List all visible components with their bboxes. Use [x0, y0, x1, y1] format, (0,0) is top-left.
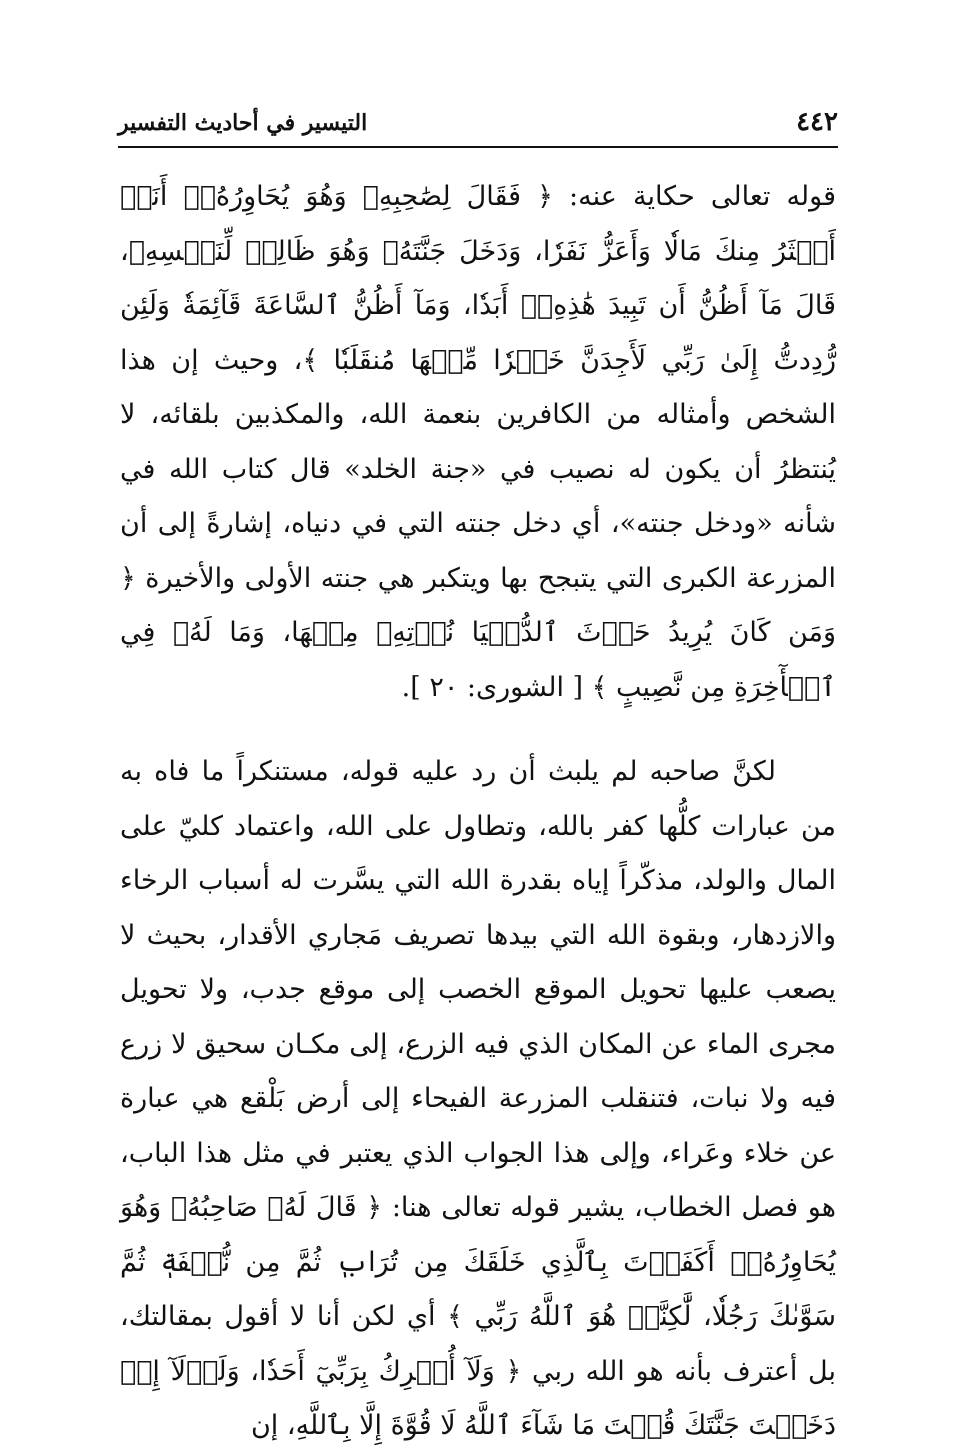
page-number: ٤٤٢: [796, 107, 838, 137]
paragraph-2: لكنَّ صاحبه لم يلبث أن رد عليه قوله، مستنكراً ما فاه به من عبارات كلُّها كفر بالله، وتطاول على الله، واعتماد كليّ على المال والولد، مذكّراً إياه بقدرة الله التي يسَّرت له أسباب الرخاء والازدهار، وبقوة الله التي بيدها تصريف مَجاري الأقدار، بحيث لا يصعب عليها تحويل الموقع الخصب إلى موقع جدب، ولا تحويل مجرى الماء عن المكان الذي فيه الزرع، إلى مكـان سحيق لا زرع فيه ولا نبات، فتنقلب المزرعة الفيحاء إلى أرض بَلْقع هي عبارة عن خلاء وعَراء، وإلى هذا الجواب الذي يعتبر في مثل هذا الباب، هو فصل الخطاب، يشير قوله تعالى هنا: ﴿ قَالَ لَهُۥ صَاحِبُهُۥ وَهُوَ يُحَاوِرُهُۥٓ أَكَفَرۡتَ بِٱلَّذِي خَلَقَكَ مِن تُرَابٖ ثُمَّ مِن نُّطۡفَةٖ ثُمَّ سَوَّىٰكَ رَجُلٗا، لَّٰكِنَّا۠ هُوَ ٱللَّهُ رَبِّي ﴾ أي لكن أنا لا أقول بمقالتك، بل أعترف بأنه هو الله ربي ﴿ وَلَآ أُشۡرِكُ بِرَبِّيٓ أَحَدٗا، وَلَوۡلَآ إِذۡ دَخَلۡتَ جَنَّتَكَ قُلۡتَ مَا شَآءَ ٱللَّهُ لَا قُوَّةَ إِلَّا بِٱللَّهِ، إن: [120, 756, 836, 1441]
paragraph-1: قوله تعالى حكاية عنه: ﴿ فَقَالَ لِصَٰحِبِهِۦ وَهُوَ يُحَاوِرُهُۥٓ أَنَا۠ أَكۡثَرُ مِنكَ مَالٗا وَأَعَزُّ نَفَرٗا، وَدَخَلَ جَنَّتَهُۥ وَهُوَ ظَالِمٞ لِّنَفۡسِهِۦ، قَالَ مَآ أَظُنُّ أَن تَبِيدَ هَٰذِهِۦٓ أَبَدٗا، وَمَآ أَظُنُّ ٱلسَّاعَةَ قَآئِمَةٗ وَلَئِن رُّدِدتُّ إِلَىٰ رَبِّي لَأَجِدَنَّ خَيۡرٗا مِّنۡهَا مُنقَلَبٗا ﴾، وحيث إن هذا الشخص وأمثاله من الكافرين بنعمة الله، والمكذبين بلقائه، لا يُنتظرُ أن يكون له نصيب في «جنة الخلد» قال كتاب الله في شأنه «ودخل جنته»، أي دخل جنته التي في دنياه، إشارةً إلى أن المزرعة الكبرى التي يتبجح بها ويتكبر هي جنته الأولى والأخيرة ﴿ وَمَن كَانَ يُرِيدُ حَرۡثَ ٱلدُّنۡيَا نُؤۡتِهِۦ مِنۡهَا، وَمَا لَهُۥ فِي ٱلۡأٓخِرَةِ مِن نَّصِيبٍ ﴾ [ الشورى: ٢٠ ].: [120, 181, 836, 703]
running-title: التيسير في أحاديث التفسير: [118, 110, 368, 136]
page-body: [120, 170, 836, 1454]
page-header: [118, 106, 838, 142]
header-rule: [118, 146, 838, 148]
